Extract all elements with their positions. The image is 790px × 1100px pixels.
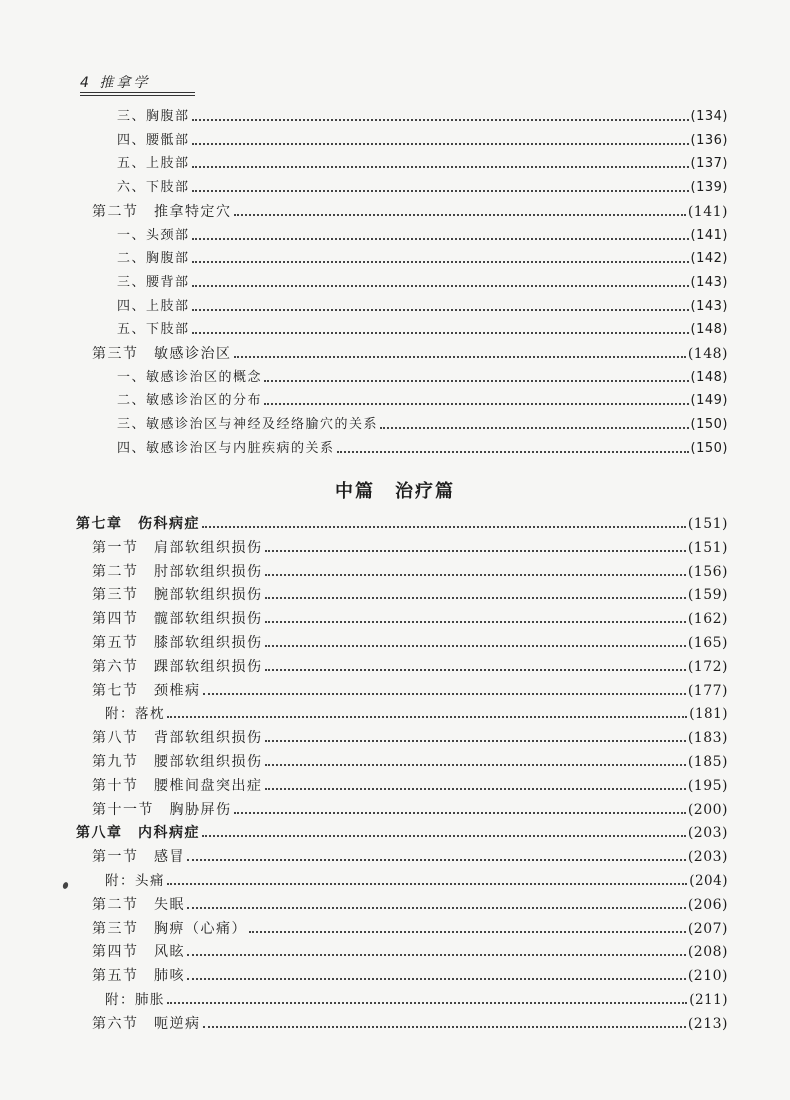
- toc-entry-section: [92, 844, 728, 866]
- toc-page-number: (159): [687, 587, 728, 604]
- toc-entry-label: 五、上肢部: [117, 156, 190, 172]
- toc-entry-item: [117, 388, 728, 410]
- toc-entry-appendix: [105, 868, 728, 890]
- dot-leader: [264, 403, 689, 405]
- toc-entry-label: 第三节 胸痹（心痛）: [92, 920, 247, 937]
- toc-entry-label: 三、胸腹部: [117, 109, 190, 124]
- toc-entry-item: [117, 128, 728, 150]
- toc-entry-item: [117, 104, 728, 126]
- toc-page-number: (141): [690, 227, 728, 243]
- toc-page-number: (206): [687, 896, 728, 913]
- toc-entry-label: 第二节 失眠: [92, 896, 185, 913]
- toc-entry-item: [117, 294, 728, 316]
- toc-page-number: (213): [687, 1015, 728, 1032]
- toc-entry-section: [92, 582, 728, 604]
- toc-page-number: (208): [687, 944, 728, 961]
- toc-entry-section: [92, 963, 728, 985]
- dot-leader: [265, 740, 686, 742]
- dot-leader: [265, 597, 686, 599]
- toc-page-number: (162): [687, 611, 728, 628]
- dot-leader: [187, 978, 686, 980]
- dot-leader: [337, 451, 689, 453]
- dot-leader: [192, 309, 689, 311]
- toc-entry-chapter: [76, 820, 728, 842]
- toc-page-number: (139): [690, 180, 728, 196]
- toc-entry-item: [117, 412, 728, 434]
- toc-page-number: (204): [689, 873, 728, 889]
- toc-entry-label: 四、腰骶部: [117, 132, 190, 148]
- toc-page-number: (200): [687, 801, 728, 818]
- toc-entry-item: [117, 436, 728, 458]
- toc-page-number: (141): [687, 203, 728, 220]
- toc-entry-label: 第四节 髋部软组织损伤: [92, 611, 263, 628]
- toc-entry-label: 第一节 感冒: [92, 849, 185, 866]
- toc-entry-label: 第十节 腰椎间盘突出症: [92, 777, 263, 794]
- toc-entry-section: [92, 939, 728, 961]
- toc-page-number: (148): [690, 369, 728, 385]
- dot-leader: [167, 716, 687, 718]
- dot-leader: [192, 143, 689, 145]
- toc-entry-item: [117, 317, 728, 339]
- dot-leader: [234, 356, 686, 358]
- toc-entry-section: [92, 725, 728, 747]
- dot-leader: [187, 954, 686, 956]
- toc-entry-item: [117, 246, 728, 268]
- toc-entry-section: [92, 892, 728, 914]
- toc-entry-chapter: [76, 511, 728, 533]
- toc-page-number: (183): [687, 730, 728, 747]
- toc-page-number: (137): [690, 156, 728, 172]
- toc-entry-item: [117, 175, 728, 197]
- toc-entry-item: [117, 365, 728, 387]
- toc-page-number: (181): [689, 706, 728, 723]
- toc-entry-appendix: [105, 987, 728, 1009]
- dot-leader: [192, 190, 689, 192]
- toc-entry-label: 三、敏感诊治区与神经及经络腧穴的关系: [117, 417, 379, 433]
- toc-entry-section: [92, 1011, 728, 1033]
- toc-page-number: (136): [690, 132, 728, 148]
- dot-leader: [265, 764, 686, 766]
- toc-entry-section: [92, 654, 728, 676]
- toc-entry-label: 二、胸腹部: [117, 251, 190, 267]
- toc-entry-label: 一、敏感诊治区的概念: [117, 369, 263, 385]
- toc-page-number: (150): [690, 417, 728, 433]
- toc-entry-section: [92, 797, 728, 819]
- toc-entry-section: [92, 773, 728, 795]
- toc-entry-label: 第五节 肺咳: [92, 968, 185, 985]
- toc-entry-label: 第七节 颈椎病: [92, 682, 201, 699]
- toc-entry-item: [117, 270, 728, 292]
- dot-leader: [380, 427, 689, 429]
- toc-page-number: (151): [687, 516, 728, 532]
- dot-leader: [234, 214, 686, 216]
- toc-entry-label: 第六节 踝部软组织损伤: [92, 658, 263, 675]
- toc-entry-label: 五、下肢部: [117, 322, 190, 338]
- toc-entry-label: 六、下肢部: [117, 180, 190, 196]
- toc-page-number: (210): [687, 968, 728, 985]
- toc-entry-label: 第一节 肩部软组织损伤: [92, 539, 263, 556]
- dot-leader: [192, 261, 689, 263]
- toc-entry-label: 三、腰背部: [117, 274, 190, 290]
- dot-leader: [265, 788, 686, 790]
- dot-leader: [192, 285, 689, 287]
- toc-entry-label: 四、敏感诊治区与内脏疾病的关系: [117, 440, 335, 456]
- toc-entry-label: 第三节 敏感诊治区: [92, 346, 232, 362]
- toc-entry-label: 四、上肢部: [117, 298, 190, 314]
- dot-leader: [265, 645, 686, 647]
- toc-page-number: (143): [690, 298, 728, 314]
- dot-leader: [249, 931, 686, 933]
- dot-leader: [192, 238, 689, 240]
- toc-entry-section: [92, 678, 728, 700]
- dot-leader: [167, 883, 687, 885]
- toc-page-number: (143): [690, 274, 728, 290]
- toc-entry-label: 附：肺胀: [105, 992, 165, 1008]
- dot-leader: [203, 1026, 686, 1028]
- running-head: 4 推拿学: [80, 75, 151, 91]
- dot-leader: [265, 669, 686, 671]
- toc-entry-label: 第四节 风眩: [92, 944, 185, 961]
- toc-entry-label: 二、敏感诊治区的分布: [117, 393, 263, 409]
- dot-leader: [187, 859, 686, 861]
- toc-page-number: (177): [687, 682, 728, 699]
- toc-page-number: (172): [687, 658, 728, 675]
- dot-leader: [203, 693, 686, 695]
- toc-entry-section: [92, 341, 728, 363]
- toc-page-number: (150): [690, 440, 728, 456]
- toc-entry-section: [92, 749, 728, 771]
- toc-page-number: (148): [690, 322, 728, 338]
- toc-entry-item: [117, 223, 728, 245]
- toc-entry-appendix: [105, 701, 728, 723]
- toc-entry-section: [92, 916, 728, 938]
- dot-leader: [265, 574, 686, 576]
- dot-leader: [265, 621, 686, 623]
- toc-entry-section: [92, 559, 728, 581]
- toc-entry-item: [117, 151, 728, 173]
- toc-entry-section: [92, 630, 728, 652]
- dot-leader: [202, 835, 686, 837]
- toc-page-number: (207): [687, 920, 728, 937]
- dot-leader: [264, 380, 689, 382]
- dot-leader: [265, 550, 686, 552]
- dot-leader: [202, 526, 686, 528]
- dot-leader: [192, 119, 689, 121]
- toc-entry-label: 第二节 推拿特定穴: [92, 203, 232, 220]
- toc-entry-label: 第三节 腕部软组织损伤: [92, 587, 263, 604]
- toc-entry-label: 第八章 内科病症: [76, 825, 200, 842]
- toc-page-number: (148): [687, 346, 728, 362]
- toc-page-number: (149): [690, 393, 728, 409]
- toc-page-number: (185): [687, 754, 728, 770]
- dot-leader: [167, 1002, 687, 1004]
- dot-leader: [187, 907, 686, 909]
- toc-entry-section: [92, 606, 728, 628]
- toc-entry-section: [92, 199, 728, 221]
- toc-page-number: (165): [687, 635, 728, 651]
- part-title: 中篇 治疗篇: [335, 481, 455, 502]
- toc-page-number: (142): [690, 251, 728, 267]
- toc-entry-label: 第八节 背部软组织损伤: [92, 730, 263, 747]
- toc-page-number: (203): [687, 825, 728, 842]
- toc-entry-label: 第二节 肘部软组织损伤: [92, 563, 263, 580]
- toc-entry-label: 一、头颈部: [117, 227, 190, 243]
- toc-page-number: (134): [690, 109, 728, 124]
- dot-leader: [192, 332, 689, 334]
- toc-page-number: (203): [687, 849, 728, 866]
- toc-entry-label: 第七章 伤科病症: [76, 516, 200, 532]
- dot-leader: [234, 812, 686, 814]
- toc-entry-label: 附：头痛: [105, 873, 165, 889]
- toc-entry-label: 第九节 腰部软组织损伤: [92, 754, 263, 770]
- toc-page-number: (211): [689, 992, 728, 1008]
- toc-entry-label: 附：落枕: [105, 706, 165, 723]
- toc-entry-label: 第十一节 胸胁屏伤: [92, 801, 232, 818]
- toc-page-number: (195): [687, 777, 728, 794]
- toc-page-number: (151): [687, 539, 728, 556]
- dot-leader: [192, 166, 689, 168]
- toc-entry-section: [92, 535, 728, 557]
- toc-entry-label: 第五节 膝部软组织损伤: [92, 635, 263, 651]
- toc-page-number: (156): [687, 563, 728, 580]
- toc-entry-label: 第六节 呃逆病: [92, 1015, 201, 1032]
